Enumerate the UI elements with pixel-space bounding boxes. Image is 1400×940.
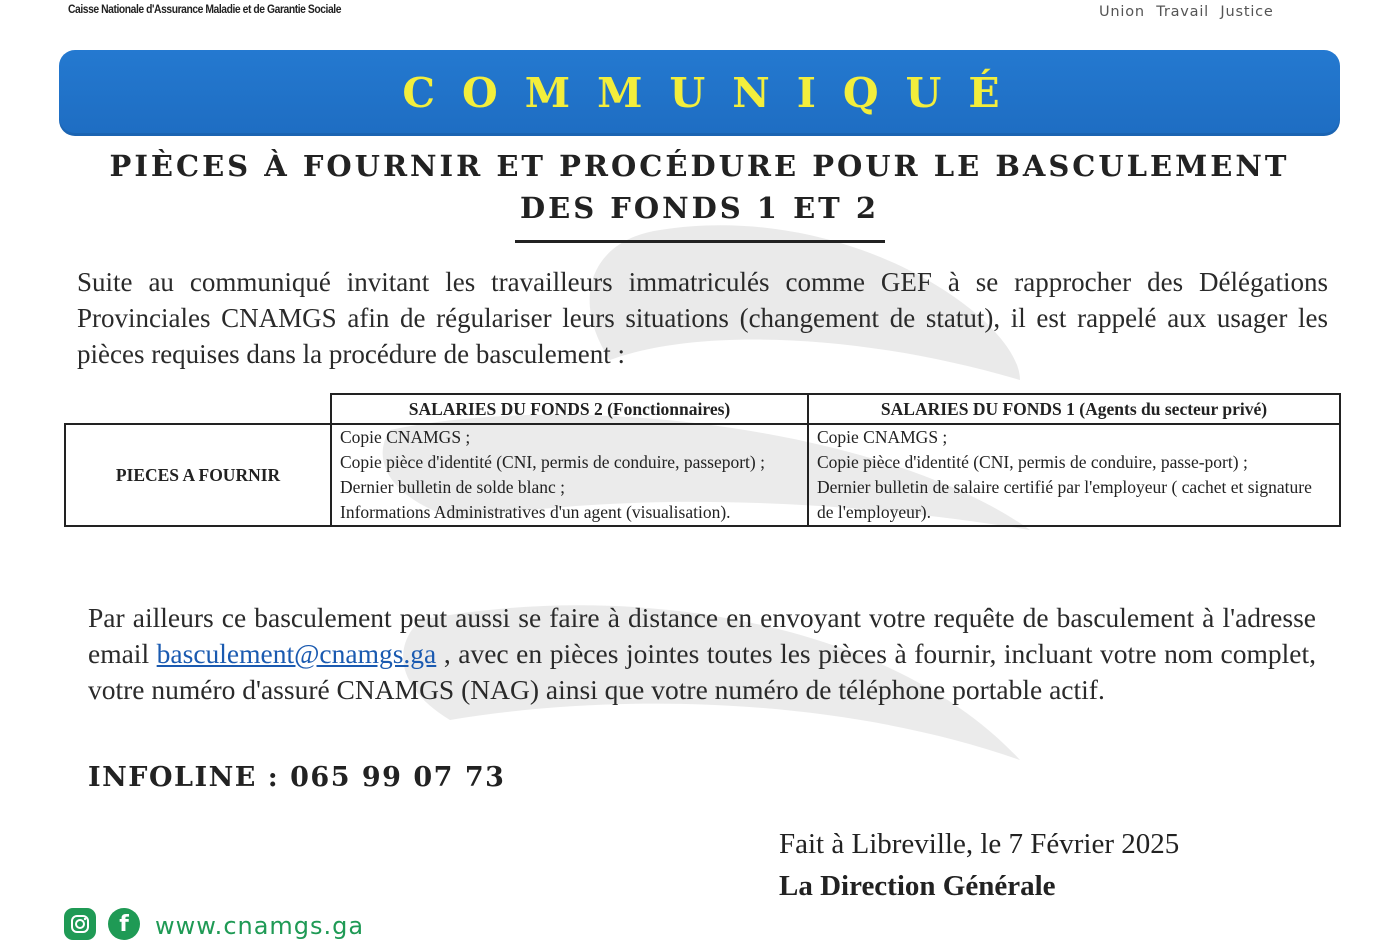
document-title [59, 145, 1340, 229]
table-corner-cell [65, 394, 331, 424]
place-and-date: Fait à Libreville, le 7 Février 2025 [779, 828, 1180, 860]
list-item: Copie CNAMGS ; [340, 427, 471, 447]
title-line-1: PIÈCES À FOURNIR ET PROCÉDURE POUR LE BASCULEMENT [109, 149, 1290, 183]
list-item: Copie pièce d'identité (CNI, permis de conduire, passeport) ; [340, 452, 765, 472]
social-icons [64, 908, 140, 940]
intro-paragraph: Suite au communiqué invitant les travailleurs immatriculés comme GEF à se rapprocher des Délégations Provinciales CNAMGS afin de régulariser leurs situations (changement de statut), il est rappelé aux usager les pièces requises dans la procédure de basculement : [77, 267, 1328, 369]
list-item: Informations Administratives d'un agent (visualisation). [340, 502, 731, 522]
remote-procedure-paragraph [88, 600, 1316, 708]
table-row [65, 424, 1340, 526]
paragraph-text-before: Par ailleurs ce basculement peut aussi se faire à distance en envoyant votre requête de basculement à l'adresse email [88, 602, 1316, 669]
list-item: Copie CNAMGS ; [817, 427, 948, 447]
row-label-pieces: PIECES A FOURNIR [65, 424, 331, 526]
facebook-icon[interactable]: f [108, 908, 140, 940]
signatory: La Direction Générale [779, 870, 1056, 902]
title-line-2: DES FONDS 1 ET 2 [519, 191, 880, 225]
header-fonds-1: SALARIES DU FONDS 1 (Agents du secteur privé) [808, 394, 1340, 424]
list-item: Copie pièce d'identité (CNI, permis de conduire, passe-port) ; [817, 452, 1248, 472]
fonds-1-documents [808, 424, 1340, 526]
list-item: Dernier bulletin de salaire certifié par l'employeur ( cachet et signature de l'employeur). [817, 477, 1312, 522]
table-header-row [65, 394, 1340, 424]
fonds-2-documents [331, 424, 808, 526]
header-fonds-2: SALARIES DU FONDS 2 (Fonctionnaires) [331, 394, 808, 424]
documents-table [64, 393, 1341, 527]
list-item: Dernier bulletin de solde blanc ; [340, 477, 565, 497]
national-motto: Union Travail Justice [1099, 4, 1274, 20]
banner-title: COMMUNIQUÉ [402, 69, 1027, 117]
title-underline [515, 240, 885, 243]
paragraph-text-after: , avec en pièces jointes toutes les pièces à fournir, incluant votre nom complet, votre numéro d'assuré CNAMGS (NAG) ainsi que votre numéro de téléphone portable actif. [88, 638, 1317, 705]
communique-banner [59, 50, 1340, 136]
website-link[interactable]: www.cnamgs.ga [155, 912, 365, 940]
organization-name: Caisse Nationale d'Assurance Maladie et de Garantie Sociale [68, 2, 342, 16]
email-link[interactable]: basculement@cnamgs.ga [156, 638, 437, 669]
infoline-phone: INFOLINE : 065 99 07 73 [88, 762, 506, 793]
instagram-icon[interactable] [64, 908, 96, 940]
